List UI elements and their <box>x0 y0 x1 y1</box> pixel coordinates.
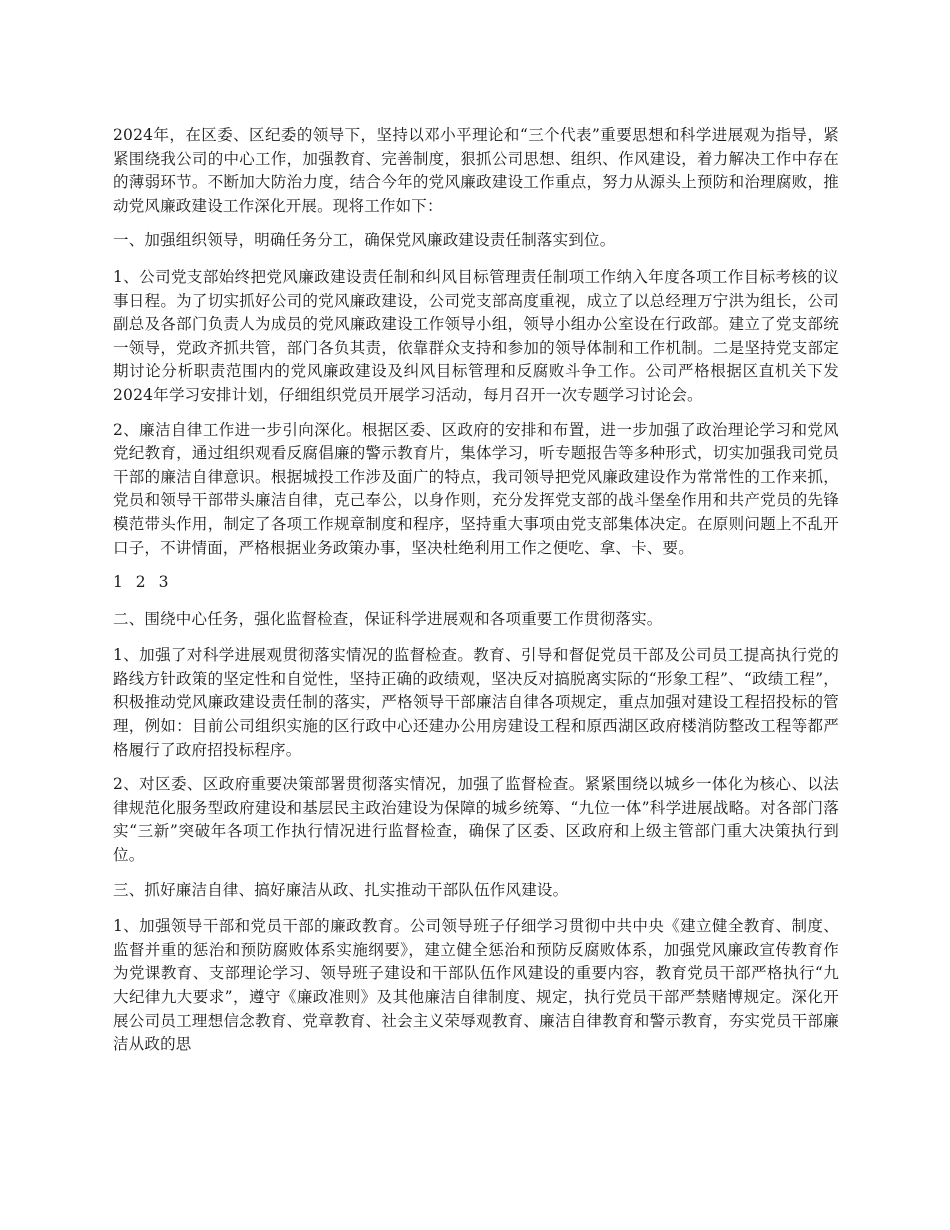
document-body <box>113 124 839 1068</box>
page-numbers: 1 2 3 <box>113 573 173 592</box>
section-3-item-1: 1、加强领导干部和党员干部的廉政教育。公司领导班子仔细学习贯彻中共中央《建立健全教育、制度、监督并重的惩治和预防腐败体系实施纲要》，建立健全惩治和预防反腐败体系，加强党风廉政宣传教育作为党课教育、支部理论学习、领导班子建设和干部队伍作风建设的重要内容，教育党员干部严格执行“九大纪律九大要求”，遵守《廉政准则》及其他廉洁自律制度、规定，执行党员干部严禁赌博规定。深化开展公司员工理想信念教育、党章教育、社会主义荣辱观教育、廉洁自律教育和警示教育，夯实党员干部廉洁从政的思 <box>113 917 839 1054</box>
section-1-item-1: 1、公司党支部始终把党风廉政建设责任制和纠风目标管理责任制项工作纳入年度各项工作目标考核的议事日程。为了切实抓好公司的党风廉政建设，公司党支部高度重视，成立了以总经理万宁洪为组长，公司副总及各部门负责人为成员的党风廉政建设工作领导小组，领导小组办公室设在行政部。建立了党支部统一领导，党政齐抓共管，部门各负其责，依靠群众支持和参加的领导体制和工作机制。二是坚持党支部定期讨论分析职责范围内的党风廉政建设及纠风目标管理和反腐败斗争工作。公司严格根据区直机关下发2024年学习安排计划，仔细组织党员开展学习活动，每月召开一次专题学习讨论会。 <box>113 267 839 404</box>
section-heading-1: 一、加强组织领导，明确任务分工，确保党风廉政建设责任制落实到位。 <box>113 231 616 250</box>
intro-paragraph: 2024年，在区委、区纪委的领导下，坚持以邓小平理论和“三个代表”重要思想和科学进展观为指导，紧紧围绕我公司的中心工作，加强教育、完善制度，狠抓公司思想、组织、作风建设，着力解决工作中存在的薄弱环节。不断加大防治力度，结合今年的党风廉政建设工作重点，努力从源头上预防和治理腐败，推动党风廉政建设工作深化开展。现将工作如下： <box>113 126 839 215</box>
section-1-item-2: 2、廉洁自律工作进一步引向深化。根据区委、区政府的安排和布置，进一步加强了政治理论学习和党风党纪教育，通过组织观看反腐倡廉的警示教育片，集体学习，听专题报告等多种形式，切实加强我司党员干部的廉洁自律意识。根据城投工作涉及面广的特点，我司领导把党风廉政建设作为常常性的工作来抓，党员和领导干部带头廉洁自律，克己奉公，以身作则，充分发挥党支部的战斗堡垒作用和共产党员的先锋模范带头作用，制定了各项工作规章制度和程序，坚持重大事项由党支部集体决定。在原则问题上不乱开口子，不讲情面，严格根据业务政策办事，坚决杜绝利用工作之便吃、拿、卡、要。 <box>113 420 839 557</box>
section-heading-2: 二、围绕中心任务，强化监督检查，保证科学进展观和各项重要工作贯彻落实。 <box>113 609 663 628</box>
section-2-item-2: 2、对区委、区政府重要决策部署贯彻落实情况，加强了监督检查。紧紧围绕以城乡一体化为核心、以法律规范化服务型政府建设和基层民主政治建设为保障的城乡统筹、“九位一体”科学进展战略。对各部门落实“三新”突破年各项工作执行情况进行监督检查，确保了区委、区政府和上级主管部门重大决策执行到位。 <box>113 775 839 865</box>
section-heading-3: 三、抓好廉洁自律、搞好廉洁从政、扎实推动干部队伍作风建设。 <box>113 880 569 899</box>
section-2-item-1: 1、加强了对科学进展观贯彻落实情况的监督检查。教育、引导和督促党员干部及公司员工提高执行党的路线方针政策的坚定性和自觉性，坚持正确的政绩观，坚决反对搞脱离实际的“形象工程”、“政绩工程”，积极推动党风廉政建设责任制的落实，严格领导干部廉洁自律各项规定，重点加强对建设工程招投标的管理，例如：目前公司组织实施的区行政中心还建办公用房建设工程和原西湖区政府楼消防整改工程等都严格履行了政府招投标程序。 <box>113 646 839 759</box>
